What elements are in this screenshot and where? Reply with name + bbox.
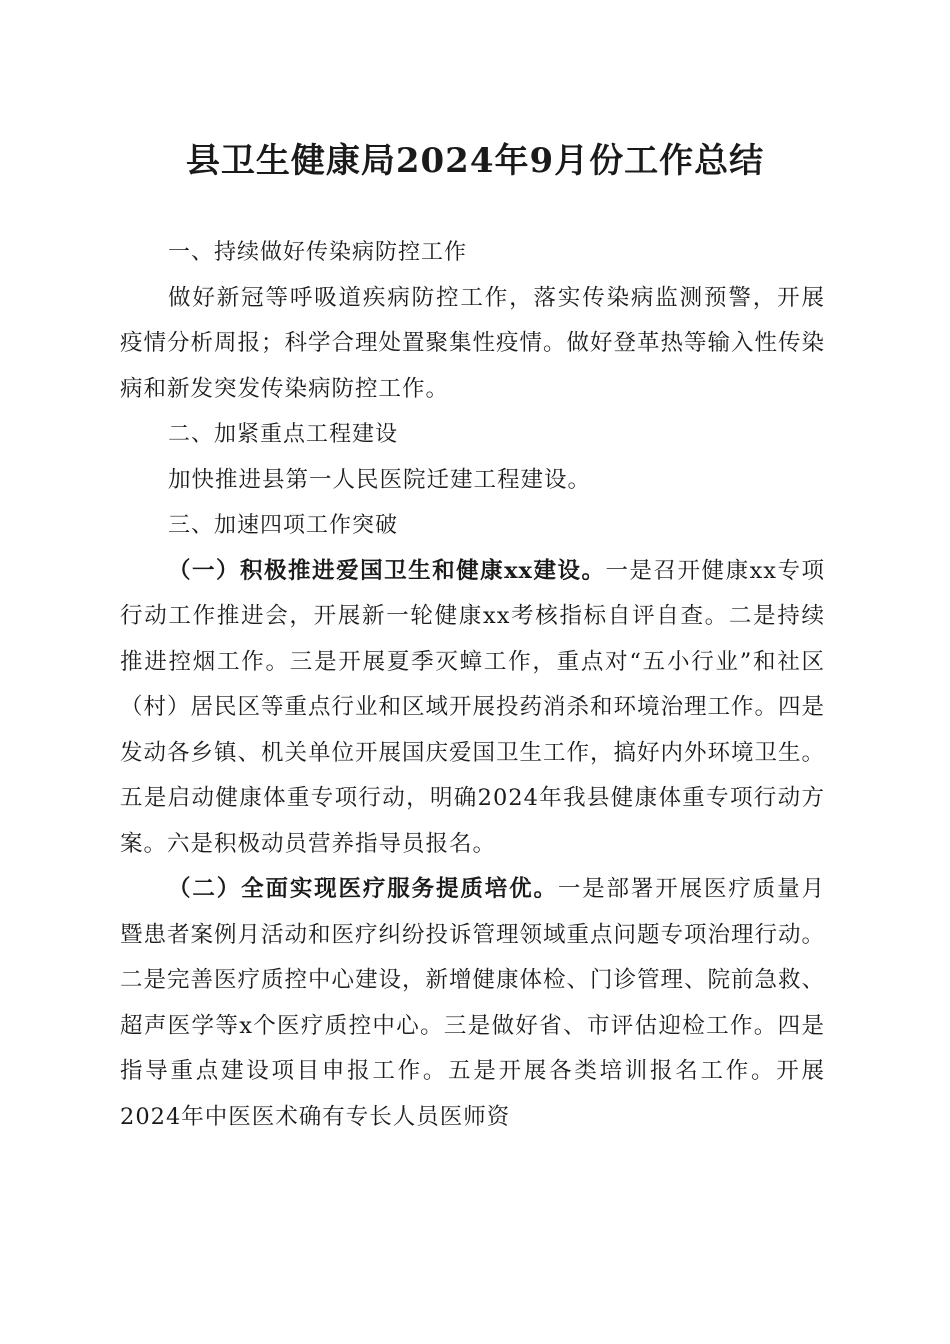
- subsection-2-lead: （二）全面实现医疗服务提质培优。: [168, 876, 558, 902]
- section-heading-2: 二、加紧重点工程建设: [168, 422, 399, 447]
- document-title: 县卫生健康局2024年9月份工作总结: [185, 141, 765, 181]
- subsection-2-text: 一是部署开展医疗质量月暨患者案例月活动和医疗纠纷投诉管理领域重点问题专项治理行动。二是完善医疗质控中心建设，新增健康体检、门诊管理、院前急救、超声医学等x个医疗质控中心。三是做好省、市评估迎检工作。四是指导重点建设项目申报工作。五是开展各类培训报名工作。开展2024年中医医术确有专长人员医师资: [120, 876, 826, 1130]
- subsection-2-paragraph: [120, 867, 825, 1140]
- subsection-1-paragraph: [120, 549, 825, 868]
- section-heading-1: 一、持续做好传染病防控工作: [168, 240, 468, 265]
- subsection-1-lead: （一）积极推进爱国卫生和健康xx建设。: [168, 557, 606, 584]
- section-1-paragraph: 做好新冠等呼吸道疾病防控工作，落实传染病监测预警，开展疫情分析周报；科学合理处置聚集性疫情。做好登革热等输入性传染病和新发突发传染病防控工作。: [120, 284, 826, 402]
- section-2-paragraph: 加快推进县第一人民医院迁建工程建设。: [168, 466, 592, 493]
- section-heading-3: 三、加速四项工作突破: [168, 513, 399, 538]
- subsection-1-text: 一是召开健康xx专项行动工作推进会，开展新一轮健康xx考核指标自评自查。二是持续推进控烟工作。三是开展夏季灭蟑工作，重点对“五小行业”和社区（村）居民区等重点行业和区域开展投药消杀和环境治理工作。四是发动各乡镇、机关单位开展国庆爱国卫生工作，搞好内外环境卫生。五是启动健康体重专项行动，明确2024年我县健康体重专项行动方案。六是积极动员营养指导员报名。: [120, 557, 826, 857]
- document-body: [120, 230, 825, 1140]
